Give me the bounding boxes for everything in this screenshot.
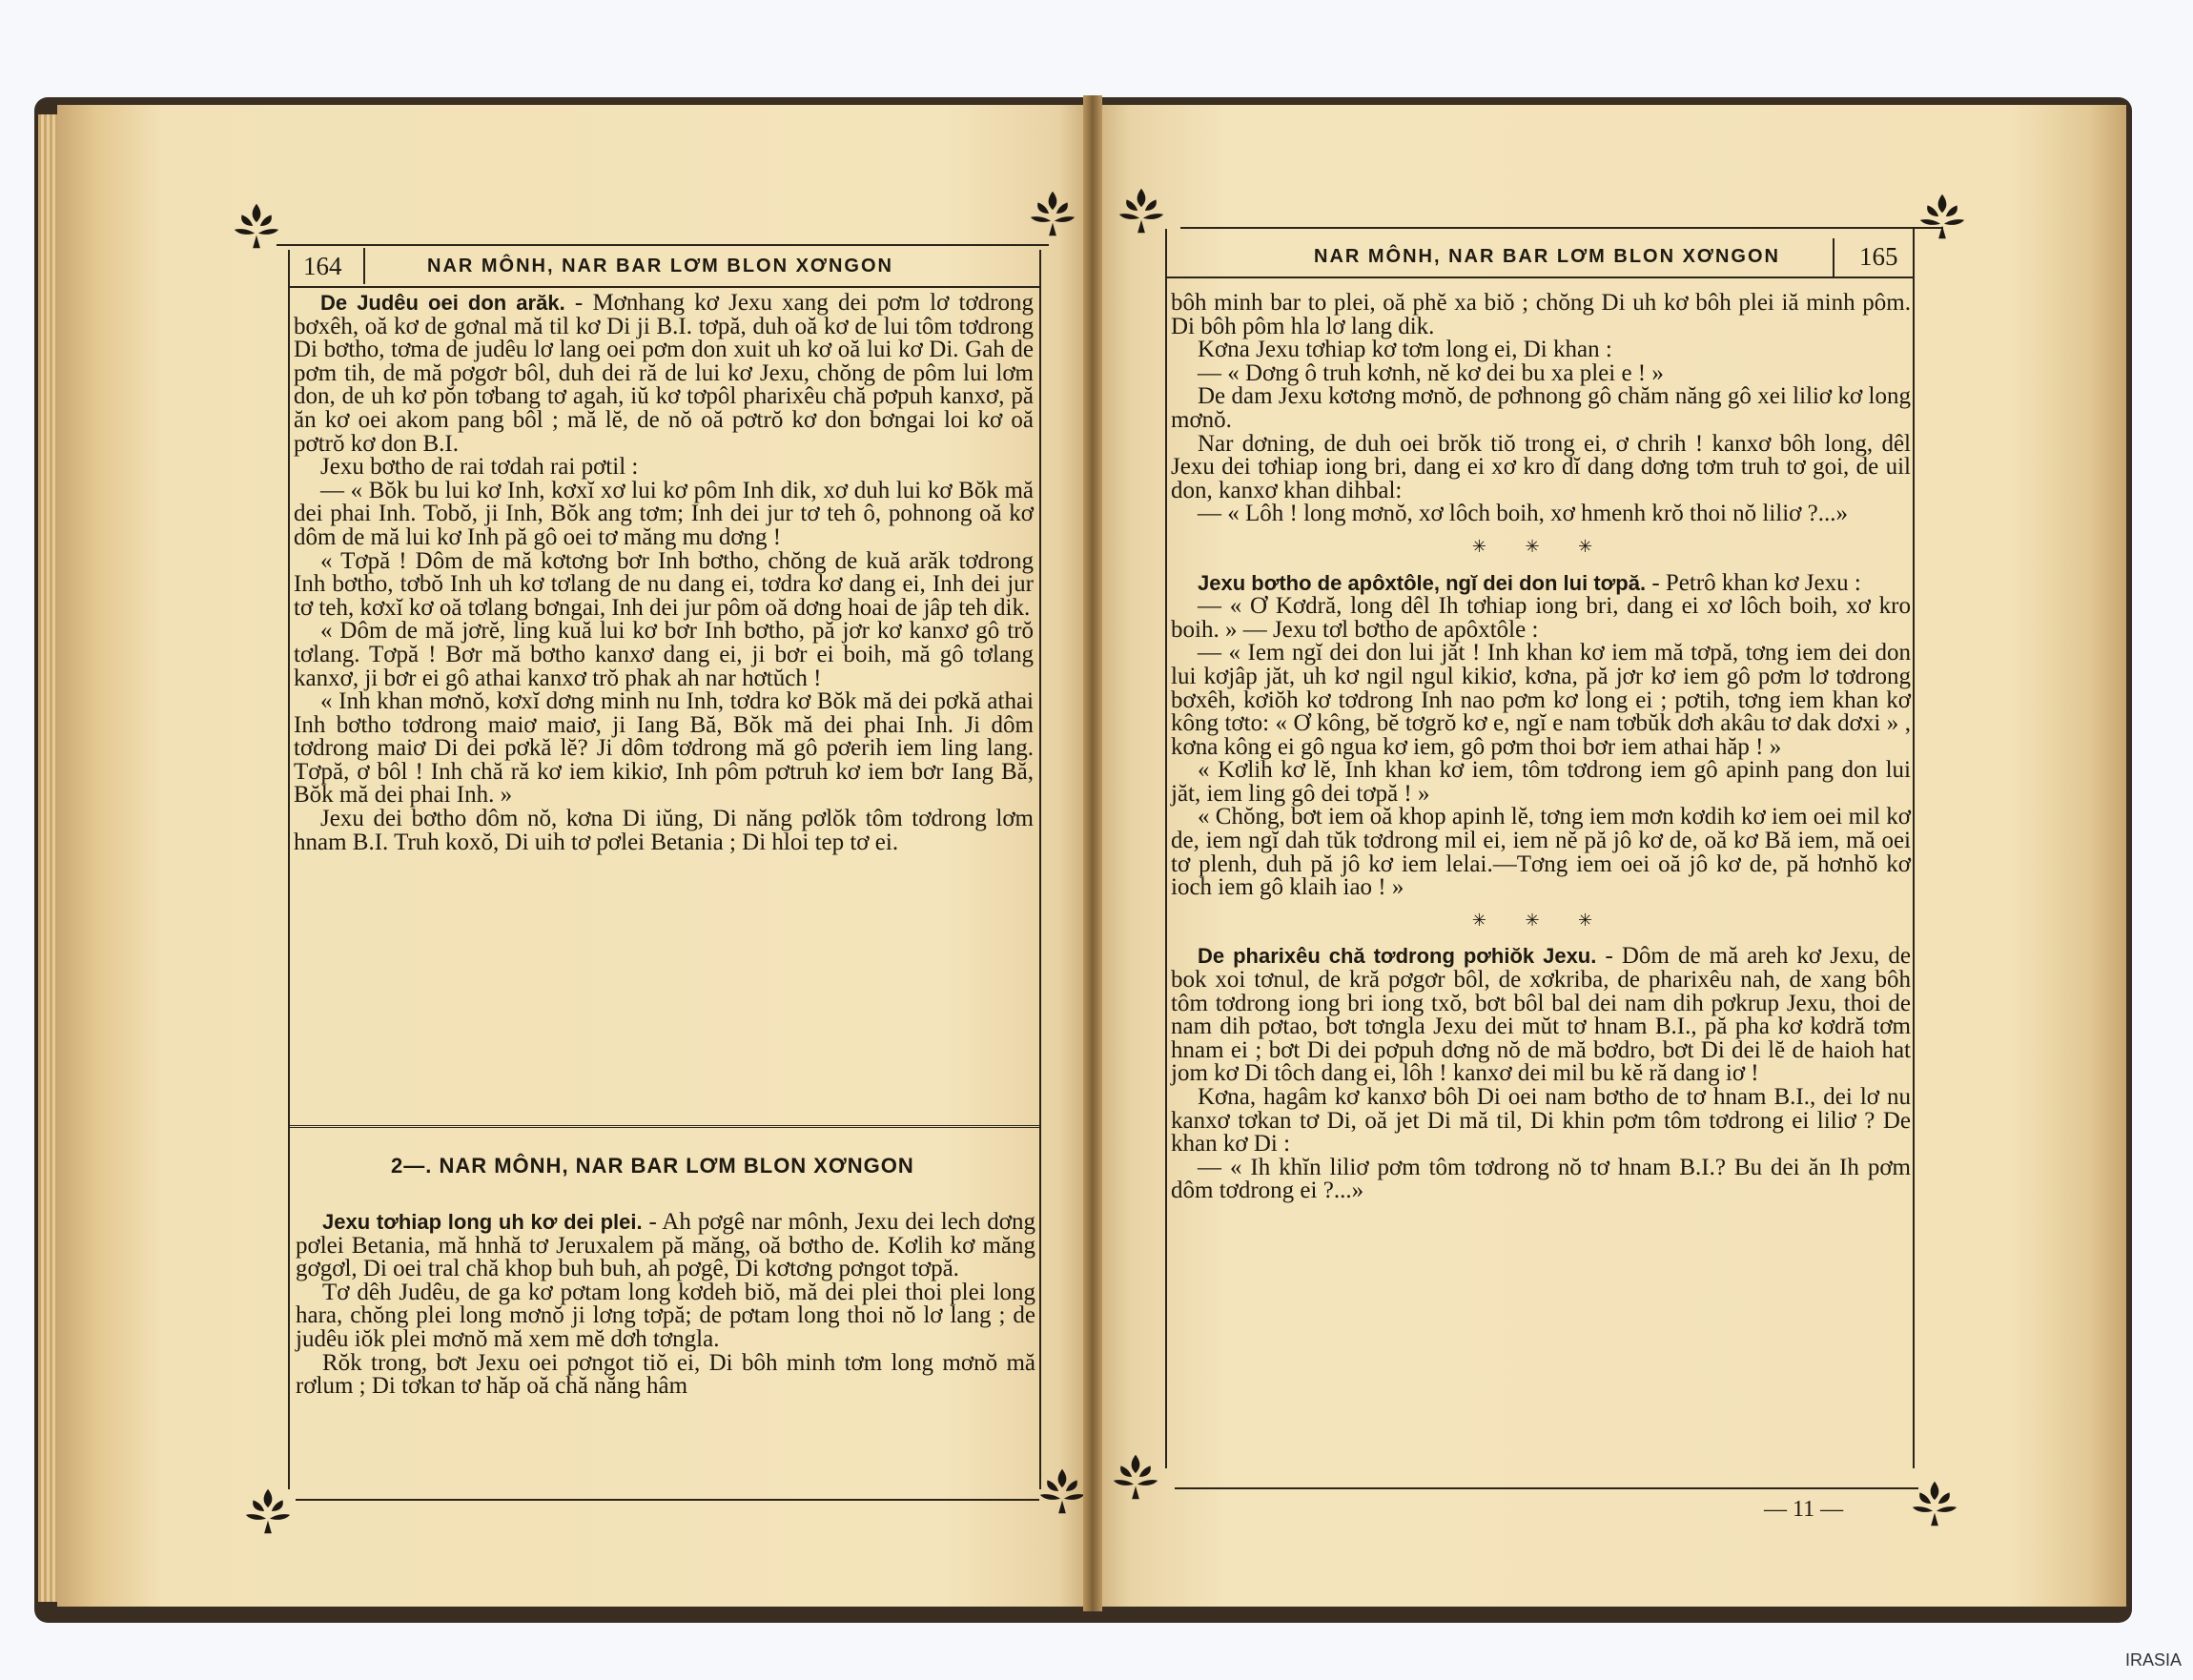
paragraph-lead: Jexu tơhiap long uh kơ dei plei. bbox=[322, 1210, 643, 1234]
fleuron-icon bbox=[1035, 1464, 1090, 1519]
paragraph-text: — « Iem ngĭ dei don lui jăt ! Inh khan kơ iem mă tơpă, tơng iem dei don lui kơjâp jăt, uh kơ ngil ngul kikiơ, kơna, pă jơr kơ iem gô pơm lơ tơdrong bơxêh, kơiŏh kơ tơdrong Inh nao pơm kơ long ei ; pơtih, tơng iem khan kơ kông tơto: « Ơ kông, bĕ tơgrŏ kơ e, ngĭ e nam tơbŭk dơh akâu tơ dak dơxi » , kơna kông ei gô ngua kơ iem, gô pơm thoi bơr iem athai hăp ! » bbox=[1171, 640, 1911, 760]
paragraph-text: « Chŏng, bơt iem oă khop apinh lĕ, tơng iem mơn kơdih kơ iem oei mil kơ de, iem ngĭ dah tŭk tơdrong mil ei, iem nĕ pă jô kơ de, oă kơ Bă iem, mă oei tơ plenh, duh pă jô kơ iem lelai.—Tơng iem oei oă jô kơ de, pă hơnhŏ kơ ioch iem gô klaih iao ! » bbox=[1171, 804, 1911, 901]
paragraph-text: Tơ dêh Judêu, de ga kơ pơtam long kơdeh biŏ, mă dei plei thoi plei long hara, chŏng plei long mơnŏ ji lơng tơpă; de pơtam long thoi nŏ lơ lang ; de judêu iŏk plei mơnŏ mă xem mĕ dơh tơngla. bbox=[296, 1279, 1035, 1352]
paragraph-text: « Inh khan mơnŏ, kơxĭ dơng minh nu Inh, tơdra kơ Bŏk mă dei pơkă athai Inh bơtho tơdrong maiơ maiơ, ji Iang Bă, Bŏk mă dei phai Inh. Ji dôm tơdrong maiơ Di dei pơkă lĕ? Ji dôm tơdrong mă gô pơerih iem ling lang. Tơpă, ơ bôl ! Inh chă ră kơ iem kikiơ, Inh pôm pơtruh kơ iem bơr Iang Bă, Bŏk mă dei phai Inh. » bbox=[294, 688, 1034, 809]
separator-stars: ✳ ✳ ✳ bbox=[1471, 536, 1610, 556]
left-bottom-rule bbox=[296, 1499, 1039, 1501]
paragraph-lead: Jexu bơtho de apôxtôle, ngĭ dei don lui tơpă. bbox=[1198, 570, 1647, 595]
left-pnum-divider bbox=[363, 248, 365, 284]
paragraph-text: — « Bŏk bu lui kơ Inh, kơxĭ xơ lui kơ pôm Inh dik, xơ duh lui kơ Bŏk mă dei phai Inh. Tobŏ, ji Inh, Bŏk ang tơm; Inh dei jur tơ teh ô, pohnong oă kơ dôm de mă lui kơ Inh pă gô oei tơ măng mu dơng ! bbox=[294, 477, 1034, 550]
left-section-rule bbox=[288, 1125, 1039, 1131]
paragraph-text: — « Lôh ! long mơnŏ, xơ lôch boih, xơ hmenh krŏ thoi nŏ liliơ ?...» bbox=[1198, 501, 1848, 527]
paragraph-text: — « Ơ Kơdră, long dêl Ih tơhiap iong bri, dang ei xơ lôch boih, xơ kro boih. » — Jexu tơl bơtho de apôxtôle : bbox=[1171, 593, 1911, 643]
separator-stars: ✳ ✳ ✳ bbox=[1471, 910, 1610, 930]
fleuron-icon bbox=[1915, 189, 1970, 244]
paragraph bbox=[1171, 502, 1911, 526]
running-head: NAR MÔNH, NAR BAR LƠM BLON XƠNGON bbox=[1314, 246, 1780, 267]
paragraph bbox=[1171, 292, 1911, 338]
paragraph-text: - Petrô khan kơ Jexu : bbox=[1646, 569, 1861, 596]
paragraph-text: De dam Jexu kơtơng mơnŏ, de pơhnong gô chăm năng gô xei liliơ kơ long mơnŏ. bbox=[1171, 383, 1911, 433]
running-head: NAR MÔNH, NAR BAR LƠM BLON XƠNGON bbox=[427, 256, 893, 277]
page-number: 165 bbox=[1859, 242, 1898, 271]
paragraph bbox=[1171, 806, 1911, 899]
fleuron-icon bbox=[1025, 186, 1080, 241]
section-title: 2—. NAR MÔNH, NAR BAR LƠM BLON XƠNGON bbox=[391, 1154, 914, 1178]
paragraph bbox=[294, 547, 1034, 621]
signature-mark: — 11 — bbox=[1764, 1497, 1844, 1522]
left-text-block-2 bbox=[296, 1211, 1035, 1399]
paragraph bbox=[1171, 945, 1911, 1086]
paragraph bbox=[294, 292, 1034, 456]
left-top-rule bbox=[277, 244, 1049, 246]
right-bottom-rule bbox=[1175, 1487, 1918, 1489]
paragraph-text: Rŏk trong, bơt Jexu oei pơngot tiŏ ei, Di bôh minh tơm long mơnŏ mă rơlum ; Di tơkan tơ hăp oă chă năng hâm bbox=[296, 1349, 1035, 1400]
fleuron-icon bbox=[1907, 1476, 1962, 1531]
right-top-rule bbox=[1180, 227, 1943, 229]
paragraph-text: Kơna, hagâm kơ kanxơ bôh Di oei nam bơtho de tơ hnam B.I., dei lơ nu kanxơ tơkan tơ Di, oă jet Di mă til, Di khin pơm tôm tơdrong ei liliơ ? De khan kơ Di : bbox=[1171, 1084, 1911, 1158]
paragraph bbox=[1171, 338, 1911, 362]
paragraph-text: Jexu dei bơtho dôm nŏ, kơna Di iŭng, Di năng pơlŏk tôm tơdrong lơm hnam B.I. Truh koxŏ, Di uih tơ pơlei Betania ; Di hloi tep tơ ei. bbox=[294, 806, 1034, 855]
paragraph-text: - Mơnhang kơ Jexu xang dei pơm lơ tơdrong bơxêh, oă kơ de gơnal mă til kơ Di ji B.I. tơpă, duh oă kơ de lui tôm tơdrong Di bơtho, tơma de judêu lơ lang oei pơm don xuit uh kơ oă lui kơ Di. Gah de pơm tih, de mă pơgơr bôl, duh dei ră de lui kơ Jexu, chŏng de pôm lui lơm don, de uh kơ pŏn tơbang tơ agah, iŭ kơ tơpôl pharixêu chă pơpuh kanxơ, pă ăn kơ oei akom pang bôl ; mă lĕ, de nŏ oă pơtrŏ kơ don bơngai loi kơ oă pơtrŏ kơ don B.I. bbox=[294, 290, 1034, 457]
paragraph-text: Kơna Jexu tơhiap kơ tơm long ei, Di khan : bbox=[1198, 337, 1612, 363]
fleuron-icon bbox=[1114, 183, 1169, 238]
paragraph bbox=[1171, 1086, 1911, 1157]
paragraph bbox=[294, 477, 1034, 550]
watermark: IRASIA bbox=[2124, 1650, 2182, 1670]
paragraph-lead: De pharixêu chă tơdrong pơhiŏk Jexu. bbox=[1198, 944, 1597, 969]
paragraph-text: — « Dơng ô truh kơnh, nĕ kơ dei bu xa plei e ! » bbox=[1198, 359, 1664, 386]
paragraph bbox=[294, 620, 1034, 690]
paragraph bbox=[1171, 385, 1911, 432]
paragraph-lead: De Judêu oei don arăk. bbox=[320, 291, 565, 315]
paragraph-text: « Tơpă ! Dôm de mă kơtơng bơr Inh bơtho, chŏng de kuă arăk tơdrong Inh bơtho, tơbŏ Inh uh kơ tơlang de nu dang ei, tơdra kơ dang ei, Inh dei jur tơ teh, kơxĭ kơ oă tơlang bơngai, Inh dei jur pôm oă dơng hoai de jâp teh dik. bbox=[294, 547, 1034, 621]
fleuron-icon bbox=[229, 198, 284, 254]
paragraph bbox=[1171, 569, 1911, 596]
paragraph bbox=[294, 808, 1034, 854]
paragraph bbox=[1171, 595, 1911, 642]
fleuron-icon bbox=[240, 1484, 296, 1539]
paragraph bbox=[1171, 430, 1911, 503]
paragraph bbox=[1171, 359, 1911, 386]
paragraph bbox=[1171, 1154, 1911, 1204]
paragraph bbox=[294, 690, 1034, 808]
book-gutter bbox=[1083, 95, 1102, 1611]
page-number: 164 bbox=[303, 252, 342, 280]
paragraph-text: « Dôm de mă jơrĕ, ling kuă lui kơ bơr Inh bơtho, pă jơr kơ kanxơ gô trŏ tơlang. Tơpă ! Bơr mă bơtho kanxơ dang ei, ji bơr ei boih, mă gô tơlang kanxơ, ji bơr ei gô athai kanxơ trŏ phak ah nar hơtŭch ! bbox=[294, 618, 1034, 691]
paragraph-text: bôh minh bar to plei, oă phĕ xa biŏ ; chŏng Di uh kơ bôh plei iă minh pôm. Di bôh pôm hla lơ lang dik. bbox=[1171, 290, 1911, 339]
right-text-block bbox=[1171, 292, 1911, 1203]
right-head-rule bbox=[1165, 277, 1913, 278]
paragraph bbox=[296, 1349, 1035, 1400]
paragraph bbox=[294, 456, 1034, 480]
paragraph bbox=[1171, 642, 1911, 759]
paragraph-text: Jexu bơtho de rai tơdah rai pơtil : bbox=[320, 454, 639, 481]
fleuron-icon bbox=[1108, 1449, 1163, 1505]
paragraph bbox=[296, 1281, 1035, 1352]
paragraph-text: — « Ih khĭn liliơ pơm tôm tơdrong nŏ tơ hnam B.I.? Bu dei ăn Ih pơm dôm tơdrong ei ?...» bbox=[1171, 1154, 1911, 1204]
left-head-rule bbox=[288, 286, 1039, 288]
paragraph-text: - Ah pơgê nar mônh, Jexu dei lech dơng pơlei Betania, mă hnhă tơ Jeruxalem pă măng, oă bơtho de. Kơlih kơ măng gơgơl, Di oei tral chă khop buh buh, ah pơgê, Di kơtơng pơngot tơpă. bbox=[296, 1209, 1035, 1282]
paragraph bbox=[296, 1211, 1035, 1281]
right-pnum-divider bbox=[1833, 238, 1834, 277]
left-text-block bbox=[294, 292, 1034, 854]
paragraph bbox=[1171, 759, 1911, 806]
paragraph-text: « Kơlih kơ lĕ, Inh khan kơ iem, tôm tơdrong iem gô apinh pang don lui jăt, iem ling gô dei tơpă ! » bbox=[1171, 757, 1911, 807]
paragraph-text: Nar dơning, de duh oei brŏk tiŏ trong ei, ơ chrih ! kanxơ bôh long, dêl Jexu dei tơhiap iong bri, dang ei xơ kro dĭ dang dơng tơm truh tơ goi, de uil don, kanxơ khan dihbal: bbox=[1171, 430, 1911, 503]
paragraph-text: - Dôm de mă areh kơ Jexu, de bok xoi tơnul, de kră pơgơr bôl, de xơkriba, de pharixêu nah, de xang bôh tôm tơdrong iong bri iong txŏ, bơt bôl bal dei nam dih pơkrup Jexu, thoi de nam dih pơtao, bơt tơngla Jexu dei mŭt tơ hnam B.I., pă pha kơ kơdră tơm hnam ei ; bơt Di dei pơpuh dơng nŏ de mă bơdro, bơt Di dei lĕ de haioh hat jom kơ Di tôch dang ei, lôh ! kanxơ dei mil bu kĕ ră dang iơ ! bbox=[1171, 943, 1911, 1087]
